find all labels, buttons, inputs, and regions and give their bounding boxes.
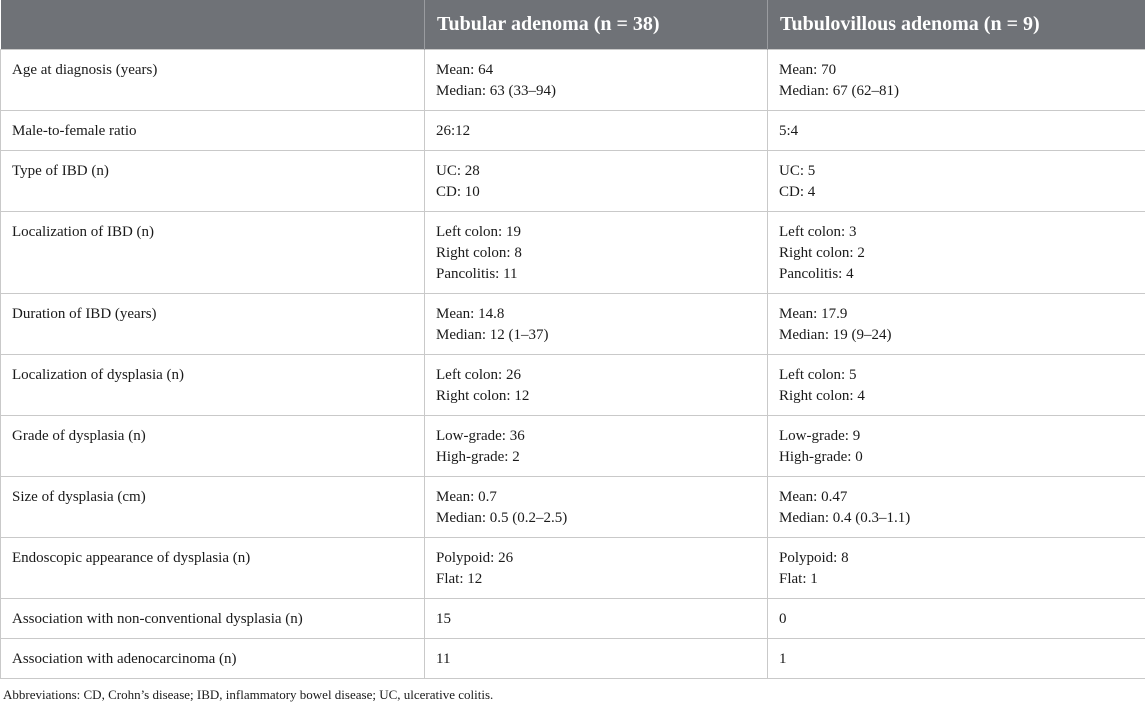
tubular-value-line: 26:12 [436,121,757,142]
table-row [1,111,1145,151]
row-label: Association with adenocarcinoma (n) [12,649,414,670]
tubular-value-line: 11 [436,649,757,670]
tubular-value-line: Right colon: 12 [436,386,757,407]
tubular-value-line: Median: 12 (1–37) [436,325,757,346]
tubular-value-line: Mean: 0.7 [436,487,757,508]
table-footnote: Abbreviations: CD, Crohn’s disease; IBD, inflammatory bowel disease; UC, ulcerative colitis. [0,687,1145,703]
header-cell-tubular: Tubular adenoma (n = 38) [425,0,768,50]
tubulovillous-value-line: Low-grade: 9 [779,426,1135,447]
row-label-cell [1,111,425,151]
tubular-value-line: Mean: 64 [436,60,757,81]
table-row [1,599,1145,639]
row-label: Association with non-conventional dysplasia (n) [12,609,414,630]
tubulovillous-value-cell [768,416,1145,477]
tubulovillous-value-line: UC: 5 [779,161,1135,182]
tubular-value-line: 15 [436,609,757,630]
tubular-value-cell [425,639,768,679]
tubular-value-line: Left colon: 26 [436,365,757,386]
tubulovillous-value-cell [768,639,1145,679]
tubular-value-cell [425,212,768,294]
tubulovillous-value-line: CD: 4 [779,182,1135,203]
tubulovillous-value-cell [768,599,1145,639]
tubular-value-line: Median: 0.5 (0.2–2.5) [436,508,757,529]
tubulovillous-value-line: Right colon: 2 [779,243,1135,264]
tubulovillous-value-line: Left colon: 3 [779,222,1135,243]
tubular-value-cell [425,416,768,477]
tubulovillous-value-line: Mean: 17.9 [779,304,1135,325]
tubulovillous-value-line: Mean: 70 [779,60,1135,81]
tubular-value-line: Mean: 14.8 [436,304,757,325]
tubular-value-line: UC: 28 [436,161,757,182]
tubulovillous-value-line: Mean: 0.47 [779,487,1135,508]
row-label-cell [1,355,425,416]
table-row [1,151,1145,212]
tubular-value-line: Flat: 12 [436,569,757,590]
table-row [1,294,1145,355]
tubulovillous-value-line: Polypoid: 8 [779,548,1135,569]
row-label-cell [1,212,425,294]
header-row [1,0,1145,50]
tubular-value-cell [425,151,768,212]
table-row [1,639,1145,679]
table-row [1,212,1145,294]
table-row [1,538,1145,599]
tubular-value-cell [425,355,768,416]
row-label: Duration of IBD (years) [12,304,414,325]
row-label: Age at diagnosis (years) [12,60,414,81]
tubulovillous-value-cell [768,212,1145,294]
tubulovillous-value-line: Median: 0.4 (0.3–1.1) [779,508,1135,529]
row-label-cell [1,294,425,355]
tubulovillous-value-line: 1 [779,649,1135,670]
row-label: Localization of IBD (n) [12,222,414,243]
row-label: Male-to-female ratio [12,121,414,142]
table-body [1,50,1145,679]
tubular-value-line: Low-grade: 36 [436,426,757,447]
tubular-value-line: Right colon: 8 [436,243,757,264]
tubulovillous-value-line: Pancolitis: 4 [779,264,1135,285]
tubulovillous-value-line: Median: 67 (62–81) [779,81,1135,102]
tubulovillous-value-cell [768,477,1145,538]
tubulovillous-value-cell [768,538,1145,599]
tubulovillous-value-line: Left colon: 5 [779,365,1135,386]
tubulovillous-value-line: 5:4 [779,121,1135,142]
tubular-value-line: High-grade: 2 [436,447,757,468]
tubulovillous-value-cell [768,355,1145,416]
row-label: Size of dysplasia (cm) [12,487,414,508]
tubular-value-line: Left colon: 19 [436,222,757,243]
row-label: Grade of dysplasia (n) [12,426,414,447]
row-label-cell [1,639,425,679]
tubulovillous-value-line: Right colon: 4 [779,386,1135,407]
tubulovillous-value-cell [768,151,1145,212]
row-label-cell [1,416,425,477]
row-label: Localization of dysplasia (n) [12,365,414,386]
tubular-value-cell [425,294,768,355]
tubular-value-line: CD: 10 [436,182,757,203]
tubulovillous-value-cell [768,111,1145,151]
row-label: Type of IBD (n) [12,161,414,182]
header-cell-tubulovillous: Tubulovillous adenoma (n = 9) [768,0,1145,50]
row-label-cell [1,599,425,639]
table-row [1,477,1145,538]
tubular-value-cell [425,538,768,599]
tubulovillous-value-line: Median: 19 (9–24) [779,325,1135,346]
row-label-cell [1,538,425,599]
tubulovillous-value-line: High-grade: 0 [779,447,1135,468]
tubulovillous-value-cell [768,50,1145,111]
row-label-cell [1,477,425,538]
tubular-value-cell [425,50,768,111]
tubulovillous-value-line: Flat: 1 [779,569,1135,590]
row-label-cell [1,151,425,212]
tubular-value-line: Median: 63 (33–94) [436,81,757,102]
row-label: Endoscopic appearance of dysplasia (n) [12,548,414,569]
table-header [1,0,1145,50]
tubular-value-cell [425,599,768,639]
tubular-value-line: Pancolitis: 11 [436,264,757,285]
table-row [1,416,1145,477]
tubular-value-line: Polypoid: 26 [436,548,757,569]
row-label-cell [1,50,425,111]
tubular-value-cell [425,477,768,538]
tubular-value-cell [425,111,768,151]
tubulovillous-value-cell [768,294,1145,355]
table-row [1,50,1145,111]
table-row [1,355,1145,416]
header-cell-empty [1,0,425,50]
tubulovillous-value-line: 0 [779,609,1135,630]
